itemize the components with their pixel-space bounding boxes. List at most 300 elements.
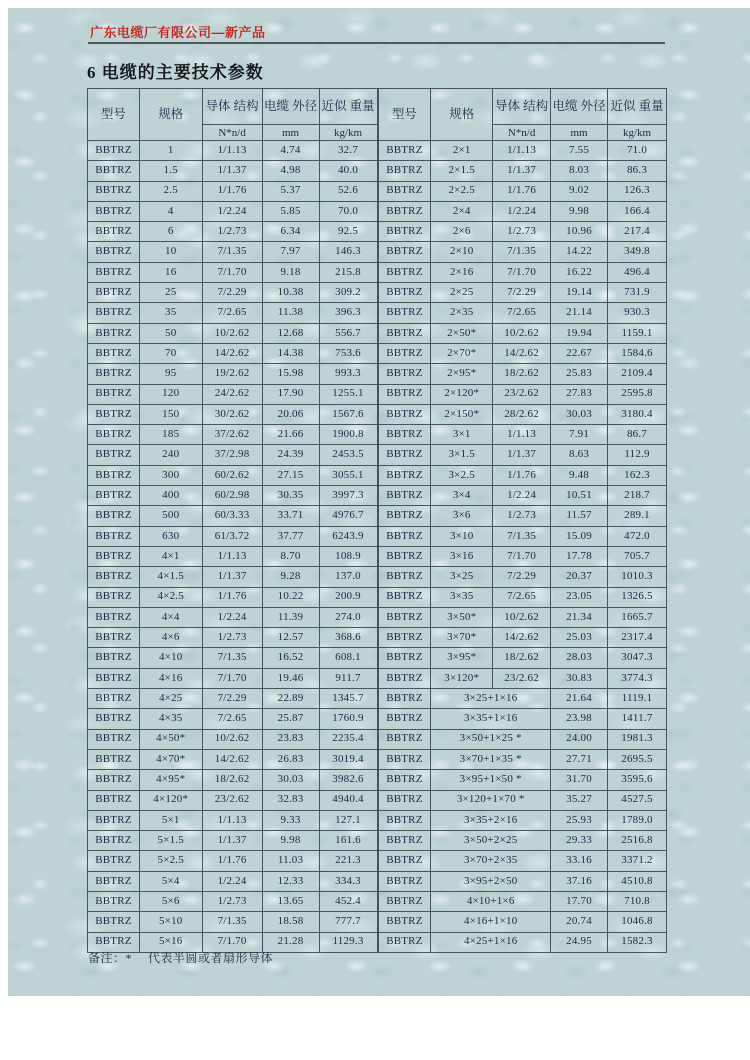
table-row [378,465,667,485]
table-cell: 3180.4 [608,404,667,424]
table-cell: BBTRZ [378,567,431,587]
table-cell: 7/2.65 [202,709,262,729]
weight-column-header: 近似 重量 [608,89,667,125]
table-cell: 127.1 [319,810,377,830]
table-cell: 4 [139,201,202,221]
table-cell: 3×6 [431,506,493,526]
table-cell: BBTRZ [88,506,140,526]
table-row [88,404,378,424]
table-cell: BBTRZ [378,628,431,648]
table-cell: BBTRZ [378,465,431,485]
table-cell: 1/1.13 [202,546,262,566]
table-cell: 11.03 [262,851,319,871]
table-cell: 27.15 [262,465,319,485]
table-cell: 4×2.5 [139,587,202,607]
table-row [88,891,378,911]
table-cell: 5×10 [139,912,202,932]
table-cell: BBTRZ [88,932,140,952]
table-cell: 137.0 [319,567,377,587]
table-row [378,262,667,282]
table-cell: BBTRZ [88,364,140,384]
table-cell: 2×25 [431,283,493,303]
table-cell: 19.46 [262,668,319,688]
table-cell: 3×50+1×25 * [431,729,551,749]
table-cell: 1255.1 [319,384,377,404]
table-cell: 4×70* [139,749,202,769]
table-row [88,323,378,343]
table-cell: 1/1.76 [202,181,262,201]
table-cell: 24.95 [551,932,608,952]
table-cell: BBTRZ [378,242,431,262]
table-cell: 4×16 [139,668,202,688]
table-cell: 1/1.76 [493,181,551,201]
table-cell: 3×95* [431,648,493,668]
table-cell: BBTRZ [378,404,431,424]
table-row [378,546,667,566]
table-cell: BBTRZ [88,323,140,343]
table-body-left [88,141,378,953]
table-cell: BBTRZ [378,364,431,384]
table-cell: 4×25 [139,689,202,709]
table-row [378,810,667,830]
table-cell: BBTRZ [88,587,140,607]
table-cell: BBTRZ [378,445,431,465]
table-cell: 2453.5 [319,445,377,465]
table-row [378,506,667,526]
table-cell: BBTRZ [378,181,431,201]
table-cell: BBTRZ [378,932,431,952]
table-cell: 35 [139,303,202,323]
table-cell: BBTRZ [88,546,140,566]
table-cell: 25.83 [551,364,608,384]
table-cell: BBTRZ [378,587,431,607]
table-cell: 8.70 [262,546,319,566]
table-row [88,912,378,932]
table-cell: 2×120* [431,384,493,404]
table-row [378,668,667,688]
table-row [378,871,667,891]
table-cell: 5×6 [139,891,202,911]
table-cell: 753.6 [319,343,377,363]
table-cell: 26.83 [262,749,319,769]
table-cell: 6 [139,222,202,242]
table-cell: BBTRZ [88,770,140,790]
table-row [378,607,667,627]
table-cell: 4.74 [262,141,319,161]
od-unit-label: mm [551,125,608,141]
table-cell: 1582.3 [608,932,667,952]
table-cell: 14.38 [262,343,319,363]
table-cell: 60/2.98 [202,486,262,506]
table-cell: 9.33 [262,810,319,830]
table-cell: 2×6 [431,222,493,242]
table-cell: 1/2.73 [202,891,262,911]
table-row [378,222,667,242]
table-cell: 20.74 [551,912,608,932]
table-cell: 30.35 [262,486,319,506]
table-cell: 120 [139,384,202,404]
table-row [378,770,667,790]
table-cell: BBTRZ [378,384,431,404]
table-row [378,912,667,932]
table-cell: 10.51 [551,486,608,506]
table-cell: 3371.2 [608,851,667,871]
table-cell: BBTRZ [378,343,431,363]
table-cell: 108.9 [319,546,377,566]
spec-column-header: 规格 [431,89,493,141]
table-cell: 472.0 [608,526,667,546]
table-cell: 1/2.24 [202,871,262,891]
table-row [378,749,667,769]
table-cell: 452.4 [319,891,377,911]
table-row [378,201,667,221]
table-cell: BBTRZ [378,770,431,790]
table-cell: 1/2.24 [493,486,551,506]
table-cell: 27.71 [551,749,608,769]
table-cell: 16.22 [551,262,608,282]
table-row [88,262,378,282]
table-cell: BBTRZ [88,871,140,891]
table-cell: 12.68 [262,323,319,343]
table-cell: 3055.1 [319,465,377,485]
table-cell: 185 [139,425,202,445]
table-cell: 71.0 [608,141,667,161]
table-cell: BBTRZ [88,851,140,871]
table-cell: 1/1.37 [493,445,551,465]
table-cell: 2×1.5 [431,161,493,181]
table-cell: 731.9 [608,283,667,303]
table-cell: BBTRZ [88,242,140,262]
table-header-right [378,89,667,141]
table-row [378,628,667,648]
table-cell: 240 [139,445,202,465]
table-row [378,689,667,709]
table-cell: 24.00 [551,729,608,749]
od-column-header: 电缆 外径 [262,89,319,125]
table-cell: 3×2.5 [431,465,493,485]
table-cell: 11.38 [262,303,319,323]
table-cell: 21.28 [262,932,319,952]
table-row [378,242,667,262]
table-row [378,283,667,303]
table-cell: 2×150* [431,404,493,424]
table-cell: 7/2.29 [493,283,551,303]
table-header-left [88,89,378,141]
table-cell: 3×70* [431,628,493,648]
table-cell: 9.48 [551,465,608,485]
table-cell: 496.4 [608,262,667,282]
table-cell: 1046.8 [608,912,667,932]
table-cell: 1010.3 [608,567,667,587]
table-cell: 3×50* [431,607,493,627]
table-row [378,384,667,404]
table-row [88,770,378,790]
footnote: 备注：* 代表半圆或者扇形导体 [88,951,274,965]
table-cell: 930.3 [608,303,667,323]
table-cell: 161.6 [319,831,377,851]
table-cell: 146.3 [319,242,377,262]
table-cell: 12.57 [262,628,319,648]
table-cell: 86.7 [608,425,667,445]
table-row [378,141,667,161]
table-cell: BBTRZ [378,729,431,749]
table-cell: 14/2.62 [493,343,551,363]
table-cell: 4×50* [139,729,202,749]
table-row [378,851,667,871]
table-cell: 3×70+2×35 [431,851,551,871]
table-cell: 3×50+2×25 [431,831,551,851]
table-cell: 3774.3 [608,668,667,688]
table-cell: 3×35 [431,587,493,607]
table-cell: BBTRZ [88,262,140,282]
table-row [88,810,378,830]
table-row [378,343,667,363]
table-cell: 1119.1 [608,689,667,709]
table-cell: 2235.4 [319,729,377,749]
table-row [378,831,667,851]
table-cell: 14/2.62 [202,749,262,769]
table-cell: BBTRZ [88,668,140,688]
table-cell: 11.57 [551,506,608,526]
table-cell: 3×1 [431,425,493,445]
table-row [378,567,667,587]
table-cell: 12.33 [262,871,319,891]
table-cell: 3×4 [431,486,493,506]
table-cell: 1/1.76 [202,587,262,607]
table-cell: 2×4 [431,201,493,221]
table-row [88,425,378,445]
table-cell: 3×1.5 [431,445,493,465]
table-cell: 17.78 [551,546,608,566]
table-body-right [378,141,667,953]
table-row [378,648,667,668]
table-cell: 7/1.70 [202,668,262,688]
table-cell: 4×95* [139,770,202,790]
table-cell: 1/2.73 [202,222,262,242]
table-cell: 334.3 [319,871,377,891]
table-cell: 1345.7 [319,689,377,709]
table-cell: BBTRZ [378,486,431,506]
table-cell: 92.5 [319,222,377,242]
table-cell: 32.83 [262,790,319,810]
table-cell: 30.03 [262,770,319,790]
table-cell: 25.87 [262,709,319,729]
table-cell: 4×10 [139,648,202,668]
table-cell: 37.77 [262,526,319,546]
table-cell: 4×1.5 [139,567,202,587]
table-cell: BBTRZ [378,546,431,566]
table-row [378,303,667,323]
table-cell: 60/2.62 [202,465,262,485]
table-cell: 61/3.72 [202,526,262,546]
table-cell: 30.03 [551,404,608,424]
table-cell: 4×4 [139,607,202,627]
parameters-table-right [378,88,668,953]
table-cell: 1129.3 [319,932,377,952]
table-cell: 1/2.73 [493,222,551,242]
table-cell: 7/1.35 [493,242,551,262]
table-cell: BBTRZ [88,222,140,242]
table-cell: 2×10 [431,242,493,262]
table-cell: 1/1.13 [493,425,551,445]
table-row [378,323,667,343]
table-row [88,851,378,871]
table-row [378,729,667,749]
table-row [88,729,378,749]
table-cell: 500 [139,506,202,526]
table-cell: 33.16 [551,851,608,871]
table-cell: 1159.1 [608,323,667,343]
table-row [88,749,378,769]
table-cell: 20.37 [551,567,608,587]
table-cell: 60/3.33 [202,506,262,526]
table-cell: 6243.9 [319,526,377,546]
table-cell: 9.18 [262,262,319,282]
table-cell: 1584.6 [608,343,667,363]
table-cell: 2×16 [431,262,493,282]
table-cell: 25 [139,283,202,303]
table-cell: 14/2.62 [202,343,262,363]
table-cell: 274.0 [319,607,377,627]
table-cell: 6.34 [262,222,319,242]
table-cell: 28.03 [551,648,608,668]
table-row [88,343,378,363]
table-cell: 4×6 [139,628,202,648]
table-cell: 556.7 [319,323,377,343]
table-cell: 28/2.62 [493,404,551,424]
table-cell: BBTRZ [378,912,431,932]
table-cell: 126.3 [608,181,667,201]
table-row [88,628,378,648]
table-cell: 7/2.29 [202,283,262,303]
table-cell: 10/2.62 [202,729,262,749]
table-cell: BBTRZ [378,648,431,668]
model-column-header: 型号 [378,89,431,141]
table-cell: 1/1.13 [202,141,262,161]
table-cell: 4×120* [139,790,202,810]
table-row [88,831,378,851]
table-row [378,181,667,201]
table-row [378,445,667,465]
table-cell: 3×95+2×50 [431,871,551,891]
table-cell: BBTRZ [88,141,140,161]
table-row [88,242,378,262]
table-cell: 18/2.62 [202,770,262,790]
table-cell: 3997.3 [319,486,377,506]
table-cell: 70.0 [319,201,377,221]
conductor-unit-label: N*n/d [493,125,551,141]
table-cell: 31.70 [551,770,608,790]
table-cell: 18.58 [262,912,319,932]
table-cell: BBTRZ [378,425,431,445]
table-cell: BBTRZ [88,831,140,851]
table-cell: 13.65 [262,891,319,911]
table-row [88,303,378,323]
table-cell: 309.2 [319,283,377,303]
table-cell: 5×4 [139,871,202,891]
table-cell: 52.6 [319,181,377,201]
table-row [88,161,378,181]
table-row [378,709,667,729]
table-cell: 29.33 [551,831,608,851]
table-cell: BBTRZ [378,810,431,830]
table-row [88,222,378,242]
table-cell: 3×120+1×70 * [431,790,551,810]
table-cell: 1567.6 [319,404,377,424]
table-cell: 19.14 [551,283,608,303]
table-row [88,364,378,384]
table-row [88,506,378,526]
table-cell: 2695.5 [608,749,667,769]
table-cell: 10/2.62 [202,323,262,343]
table-cell: 50 [139,323,202,343]
table-cell: 25.93 [551,810,608,830]
table-cell: BBTRZ [378,749,431,769]
table-cell: 400 [139,486,202,506]
table-cell: BBTRZ [378,161,431,181]
table-cell: 4976.7 [319,506,377,526]
table-cell: 911.7 [319,668,377,688]
table-cell: 22.67 [551,343,608,363]
table-cell: 25.03 [551,628,608,648]
table-cell: 368.6 [319,628,377,648]
table-cell: BBTRZ [88,201,140,221]
weight-unit-label: kg/km [608,125,667,141]
table-cell: BBTRZ [88,404,140,424]
table-cell: 21.34 [551,607,608,627]
table-cell: 2×35 [431,303,493,323]
table-cell: 37.16 [551,871,608,891]
table-cell: 27.83 [551,384,608,404]
table-cell: 37/2.98 [202,445,262,465]
table-row [88,587,378,607]
table-cell: 21.64 [551,689,608,709]
table-cell: 608.1 [319,648,377,668]
table-cell: 3019.4 [319,749,377,769]
table-cell: 35.27 [551,790,608,810]
table-cell: 7/2.29 [493,567,551,587]
table-cell: BBTRZ [88,445,140,465]
table-cell: 3×16 [431,546,493,566]
table-cell: BBTRZ [378,323,431,343]
conductor-column-header: 导体 结构 [493,89,551,125]
od-column-header: 电缆 外径 [551,89,608,125]
table-row [378,404,667,424]
table-cell: 2×70* [431,343,493,363]
table-cell: 217.4 [608,222,667,242]
table-cell: 2.5 [139,181,202,201]
table-cell: 23/2.62 [202,790,262,810]
table-cell: BBTRZ [378,851,431,871]
table-cell: 10.96 [551,222,608,242]
table-cell: 24.39 [262,445,319,465]
table-cell: BBTRZ [88,343,140,363]
table-cell: 4×16+1×10 [431,912,551,932]
table-cell: 16.52 [262,648,319,668]
table-cell: 3×10 [431,526,493,546]
table-cell: BBTRZ [88,749,140,769]
table-row [88,709,378,729]
table-cell: 17.70 [551,891,608,911]
table-row [88,871,378,891]
table-cell: BBTRZ [88,607,140,627]
table-cell: 1/1.37 [493,161,551,181]
table-cell: BBTRZ [378,303,431,323]
table-cell: BBTRZ [378,607,431,627]
table-cell: 215.8 [319,262,377,282]
table-row [88,201,378,221]
table-cell: 7/1.70 [202,932,262,952]
